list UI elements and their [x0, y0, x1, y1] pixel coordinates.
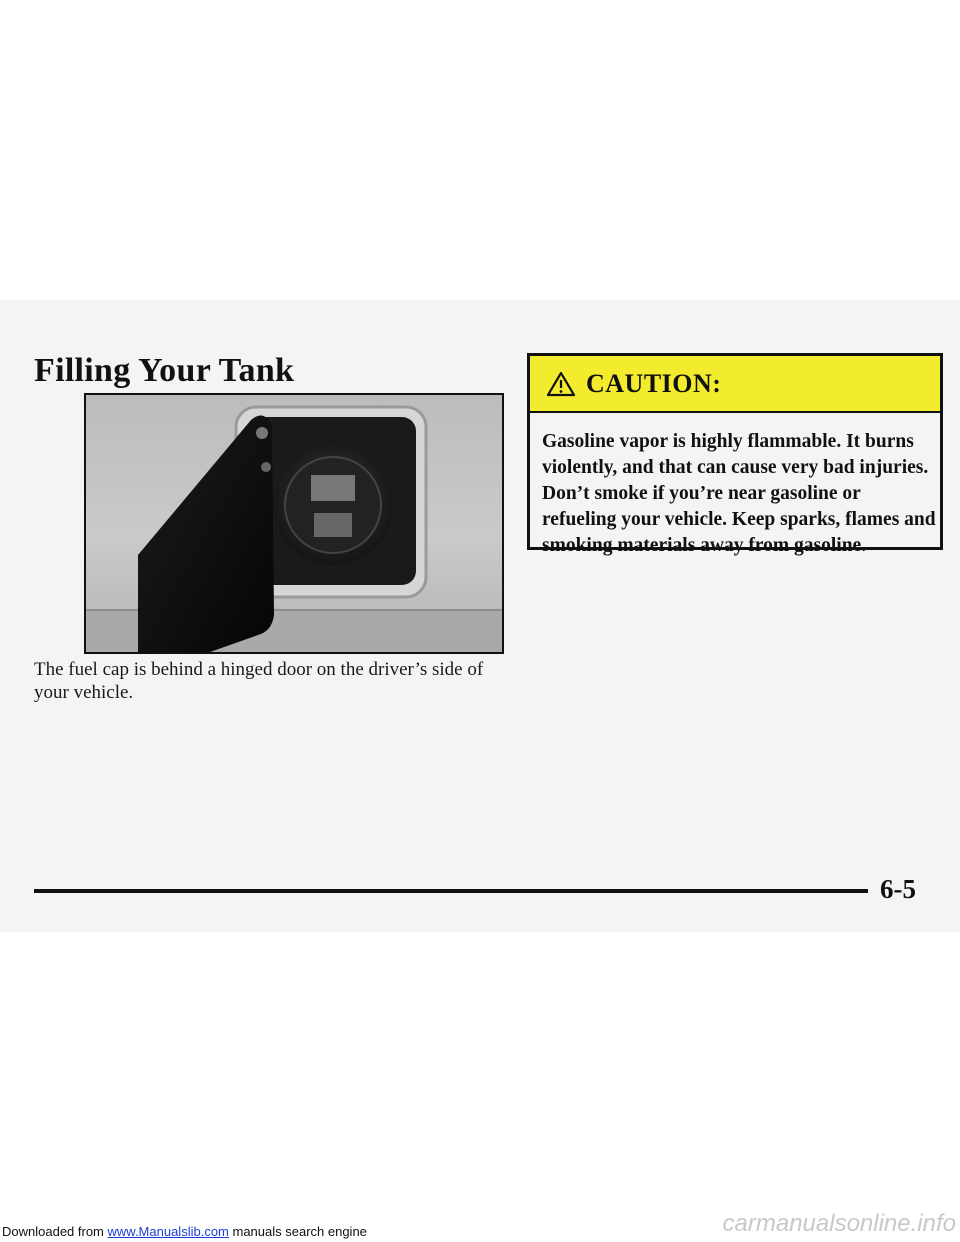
caution-box: [527, 353, 943, 556]
warning-triangle-icon: [546, 371, 576, 397]
caution-title: CAUTION:: [586, 368, 722, 398]
page-number: 6-5: [880, 874, 916, 904]
section-title: Filling Your Tank: [34, 352, 295, 389]
download-prefix: Downloaded from: [2, 1224, 108, 1239]
caution-text: Gasoline vapor is highly flammable. It burns violently, and that can cause very bad injuries. Don’t smoke if you’re near gasoline or refueling your vehicle. Keep sparks, flames and smoking materials away from gasoline.: [542, 431, 936, 556]
fuel-door-photo: [84, 393, 504, 654]
fuel-cap-photo: [86, 395, 504, 654]
footer-rule: [34, 889, 868, 893]
download-notice: [2, 1224, 367, 1239]
fuel-cap-caption: The fuel cap is behind a hinged door on the driver’s side of your vehicle.: [34, 659, 484, 703]
download-suffix: manuals search engine: [228, 1224, 367, 1239]
watermark: carmanualsonline.info: [722, 1210, 956, 1237]
manualslib-link[interactable]: www.Manualslib.com: [107, 1224, 229, 1239]
caution-header: [530, 356, 940, 413]
